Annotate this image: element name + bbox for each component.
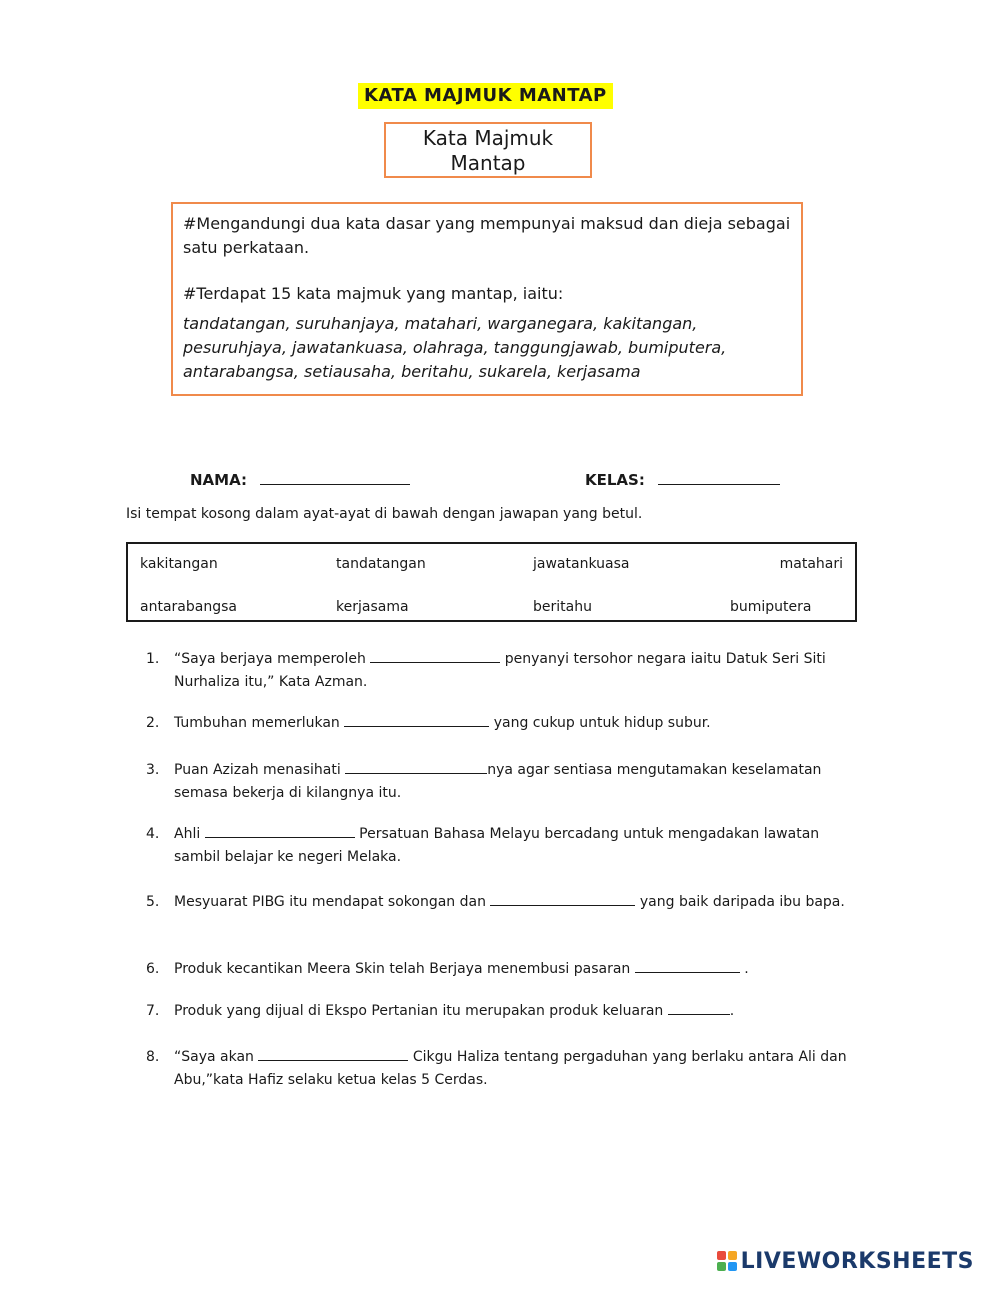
question-item bbox=[146, 958, 866, 981]
question-item bbox=[146, 1000, 866, 1023]
question-text: Produk kecantikan Meera Skin telah Berjaya menembusi pasaran bbox=[174, 961, 631, 977]
name-label: NAMA: bbox=[190, 471, 247, 489]
question-item bbox=[146, 823, 866, 869]
word-bank-item: kakitangan bbox=[140, 556, 218, 572]
word-bank-item: beritahu bbox=[533, 599, 592, 615]
definition-count-text: #Terdapat 15 kata majmuk yang mantap, iaitu: bbox=[183, 284, 564, 303]
liveworksheets-brand bbox=[717, 1249, 974, 1273]
logo-square bbox=[728, 1251, 737, 1260]
question-number: 5. bbox=[146, 894, 160, 910]
question-text: Mesyuarat PIBG itu mendapat sokongan dan bbox=[174, 894, 486, 910]
worksheet-title: KATA MAJMUK MANTAP bbox=[358, 83, 613, 109]
question-number: 3. bbox=[146, 762, 160, 778]
question-text: penyanyi tersohor negara iaitu Datuk Seri Siti Nurhaliza itu,” Kata Azman. bbox=[174, 651, 826, 690]
liveworksheets-logo-icon bbox=[717, 1251, 737, 1271]
question-text: Produk yang dijual di Ekspo Pertanian itu merupakan produk keluaran bbox=[174, 1003, 664, 1019]
question-text: Cikgu Haliza tentang pergaduhan yang berlaku antara Ali dan Abu,”kata Hafiz selaku ketua kelas 5 Cerdas. bbox=[174, 1049, 847, 1088]
question-text: Ahli bbox=[174, 826, 201, 842]
question-item bbox=[146, 1046, 866, 1092]
answer-blank[interactable] bbox=[635, 972, 740, 973]
question-number: 6. bbox=[146, 961, 160, 977]
answer-blank[interactable] bbox=[668, 1014, 730, 1015]
word-bank-item: matahari bbox=[779, 556, 843, 572]
question-text: “Saya akan bbox=[174, 1049, 254, 1065]
question-text: Tumbuhan memerlukan bbox=[174, 715, 340, 731]
question-number: 7. bbox=[146, 1003, 160, 1019]
question-number: 8. bbox=[146, 1049, 160, 1065]
question-number: 4. bbox=[146, 826, 160, 842]
brand-name: LIVEWORKSHEETS bbox=[740, 1248, 974, 1274]
word-bank-item: kerjasama bbox=[336, 599, 409, 615]
question-text: nya agar sentiasa mengutamakan keselamatan semasa bekerja di kilangnya itu. bbox=[174, 762, 822, 801]
word-bank-item: antarabangsa bbox=[140, 599, 237, 615]
class-field bbox=[585, 470, 780, 489]
instruction-text: Isi tempat kosong dalam ayat-ayat di bawah dengan jawapan yang betul. bbox=[126, 506, 643, 522]
question-text: yang baik daripada ibu bapa. bbox=[639, 894, 845, 910]
logo-square bbox=[717, 1262, 726, 1271]
answer-blank[interactable] bbox=[345, 773, 487, 774]
question-text: . bbox=[729, 1003, 735, 1019]
word-bank bbox=[126, 542, 857, 622]
word-bank-item: bumiputera bbox=[730, 599, 812, 615]
answer-blank[interactable] bbox=[344, 726, 489, 727]
question-text: “Saya berjaya memperoleh bbox=[174, 651, 366, 667]
question-item bbox=[146, 648, 866, 694]
word-bank-item: tandatangan bbox=[336, 556, 426, 572]
question-number: 2. bbox=[146, 715, 160, 731]
topic-title-line2: Mantap bbox=[450, 151, 526, 175]
question-item bbox=[146, 759, 866, 805]
answer-blank[interactable] bbox=[370, 662, 500, 663]
name-field bbox=[190, 470, 410, 489]
answer-blank[interactable] bbox=[258, 1060, 408, 1061]
question-item bbox=[146, 891, 866, 914]
answer-blank[interactable] bbox=[490, 905, 635, 906]
name-input[interactable] bbox=[260, 484, 410, 485]
word-bank-item: jawatankuasa bbox=[533, 556, 630, 572]
definition-text: #Mengandungi dua kata dasar yang mempunyai maksud dan dieja sebagai satu perkataan. bbox=[183, 214, 791, 257]
logo-square bbox=[717, 1251, 726, 1260]
answer-blank[interactable] bbox=[205, 837, 355, 838]
question-text: . bbox=[744, 961, 749, 977]
question-number: 1. bbox=[146, 651, 160, 667]
logo-square bbox=[728, 1262, 737, 1271]
topic-title-line1: Kata Majmuk bbox=[422, 126, 554, 150]
class-label: KELAS: bbox=[585, 471, 645, 489]
question-item bbox=[146, 712, 866, 735]
class-input[interactable] bbox=[658, 484, 780, 485]
compound-word-list: tandatangan, suruhanjaya, matahari, warganegara, kakitangan, pesuruhjaya, jawatankuasa, olahraga, tanggungjawab, bumiputera, antarabangsa, setiausaha, beritahu, sukarela, kerjasama bbox=[183, 314, 727, 381]
question-text: Persatuan Bahasa Melayu bercadang untuk mengadakan lawatan sambil belajar ke negeri Melaka. bbox=[174, 826, 820, 865]
question-text: Puan Azizah menasihati bbox=[174, 762, 341, 778]
topic-box bbox=[384, 122, 592, 178]
definition-box bbox=[171, 202, 803, 396]
question-text: yang cukup untuk hidup subur. bbox=[493, 715, 711, 731]
